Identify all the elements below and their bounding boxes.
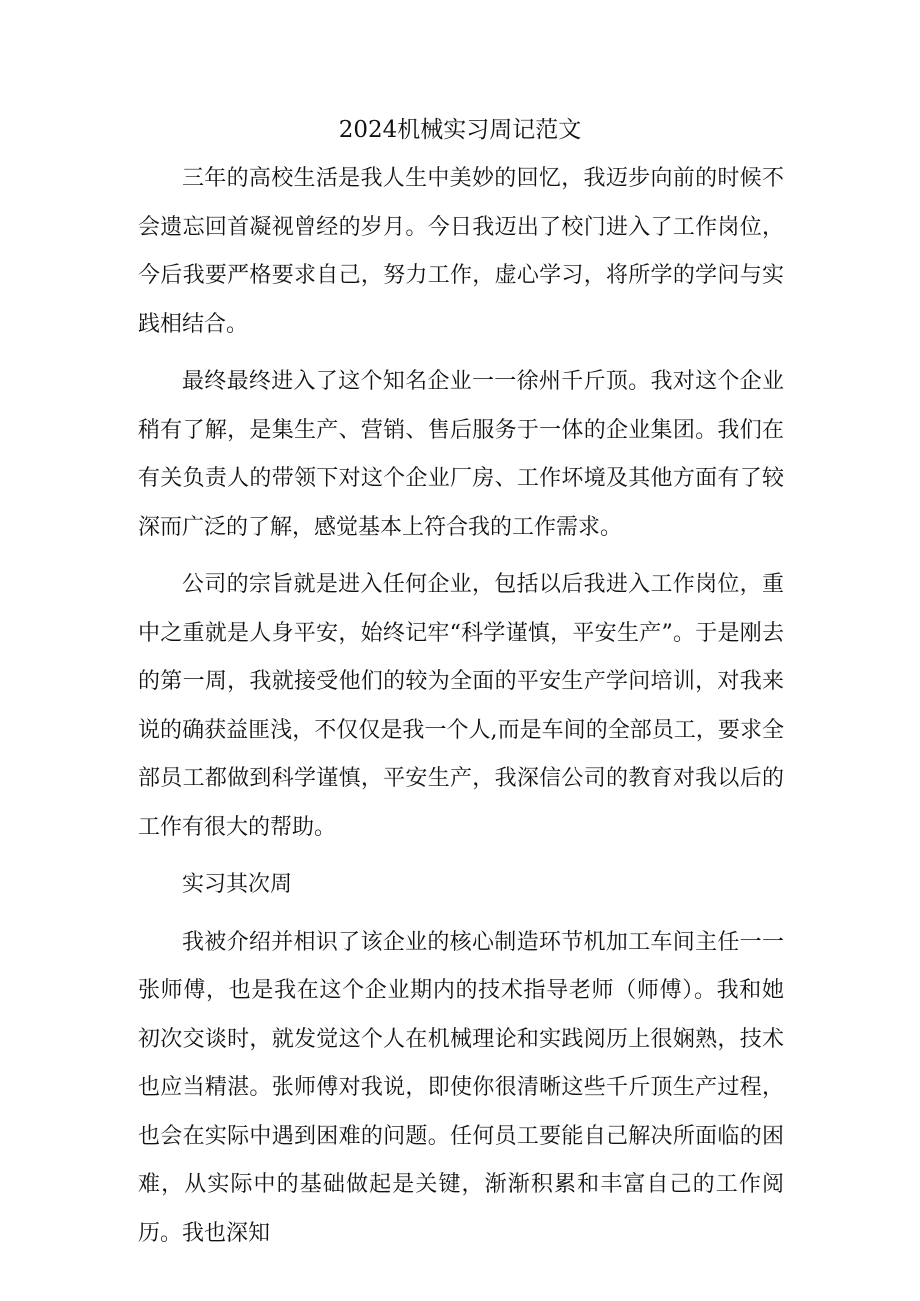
paragraph-company: 最终最终进入了这个知名企业一一徐州千斤顶。我对这个企业稍有了解，是集生产、营销、售后服务于一体的企业集团。我们在有关负责人的带领下对这个企业厂房、工作坏境及其他方面有了较深而广泛的了解，感觉基本上符合我的工作需求。	[138, 369, 784, 540]
paragraph-safety: 公司的宗旨就是进入任何企业，包括以后我进入工作岗位，重中之重就是人身平安，始终记牢“科学谨慎，平安生产”。于是刚去的第一周，我就接受他们的较为全面的平安生产学问培训，对我来说的确获益匪浅，不仅仅是我一个人,而是车间的全部员工，要求全部员工都做到科学谨慎，平安生产，我深信公司的教育对我以后的工作有很大的帮助。	[138, 572, 784, 840]
document-body	[138, 155, 784, 1267]
paragraph-intro: 三年的高校生活是我人生中美妙的回忆，我迈步向前的时候不会遗忘回首凝视曾经的岁月。今日我迈出了校门进入了工作岗位，今后我要严格要求自己，努力工作，虚心学习，将所学的学问与实践相结合。	[138, 166, 784, 337]
section-heading-week-two: 实习其次周	[182, 872, 293, 897]
document-title: 2024机械实习周记范文	[338, 117, 582, 143]
paragraph-mentor: 我被介绍并相识了该企业的核心制造环节机加工车间主任一一张师傅，也是我在这个企业期内的技术指导老师（师傅）。我和她初次交谈时，就发觉这个人在机械理论和实践阅历上很娴熟，技术也应当精湛。张师傅对我说，即使你很清晰这些千斤顶生产过程，也会在实际中遇到困难的问题。任何员工要能自己解决所面临的困难，从实际中的基础做起是关键，渐渐积累和丰富自己的工作阅历。我也深知	[138, 929, 784, 1246]
